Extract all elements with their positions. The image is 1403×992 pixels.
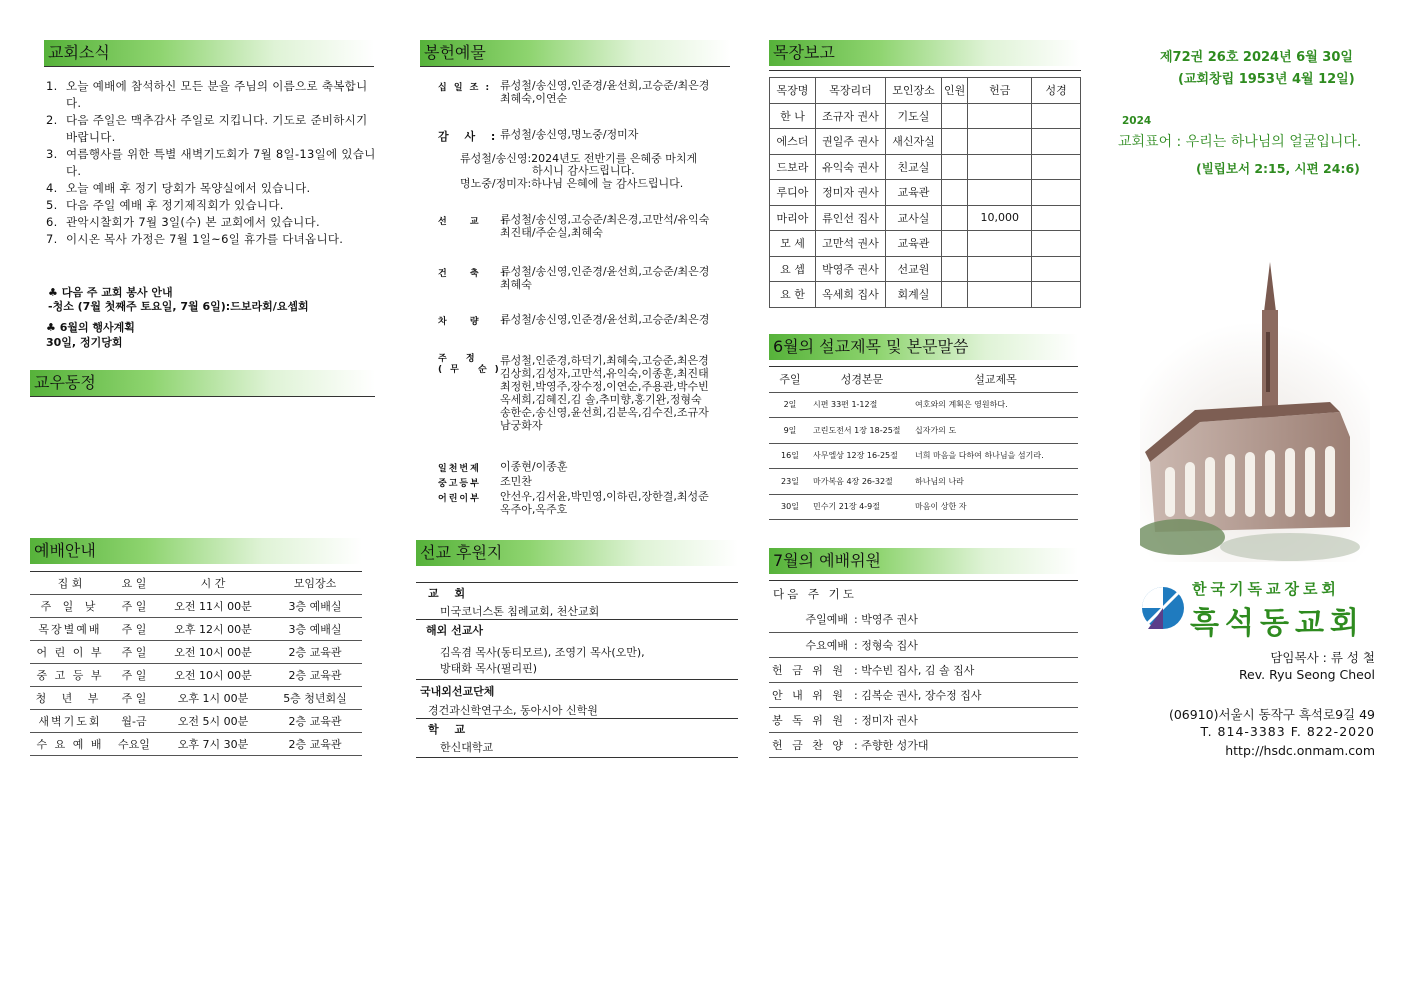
table-cell: 헌 금 위 원 xyxy=(769,657,851,682)
weekly-names xyxy=(500,354,709,432)
table-cell: 선교원 xyxy=(886,256,942,282)
table-cell xyxy=(942,205,968,231)
table-cell: : 박영주 권사 xyxy=(851,607,1078,632)
school-name: 한신대학교 xyxy=(440,741,494,754)
mission-support-header xyxy=(416,540,738,566)
july-header xyxy=(769,548,1078,574)
table-row xyxy=(30,618,362,641)
tower-window xyxy=(1266,332,1270,392)
table-cell: 23일 xyxy=(769,469,811,495)
youth-names: 조민찬 xyxy=(500,475,532,488)
notice-list xyxy=(46,78,376,248)
building-line: 최혜숙 xyxy=(500,278,532,291)
table-cell: 오전 10시 00분 xyxy=(158,664,268,687)
event-plan-title: ♣ 6월의 행사계획 xyxy=(46,321,135,334)
weekly-label-line: 주 정 xyxy=(438,354,483,364)
table-cell: 오전 5시 00분 xyxy=(158,710,268,733)
motto-reference: (빌립보서 2:15, 시편 24:6) xyxy=(1196,161,1360,176)
orgs-label: 국내외선교단체 xyxy=(420,685,495,698)
table-cell: : 주향한 성가대 xyxy=(851,732,1078,757)
divider xyxy=(769,580,1078,581)
table-cell: 청 년 부 xyxy=(30,687,110,710)
table-cell: 오후 12시 00분 xyxy=(158,618,268,641)
pastoral-col-header: 인원 xyxy=(942,78,968,104)
table-cell: 루디아 xyxy=(770,180,816,206)
divider xyxy=(416,679,738,680)
table-cell: 주 일 xyxy=(110,641,158,664)
table-cell xyxy=(968,154,1032,180)
pastoral-header-row xyxy=(770,78,1081,104)
founded-date: (교회창립 1953년 4월 12일) xyxy=(1178,72,1355,87)
event-plan xyxy=(46,320,135,350)
notice-number: 1. xyxy=(46,79,58,93)
worship-col-header: 요 일 xyxy=(110,572,158,595)
table-row xyxy=(769,418,1078,444)
table-cell xyxy=(942,154,968,180)
table-cell xyxy=(968,129,1032,155)
church-website[interactable]: http://hsdc.onmam.com xyxy=(1225,743,1375,758)
table-cell: 친교실 xyxy=(886,154,942,180)
service-guide xyxy=(48,286,309,314)
mission-names xyxy=(500,213,709,239)
church-building-illustration xyxy=(1140,262,1370,562)
table-cell: 에스더 xyxy=(770,129,816,155)
table-cell: 주 일 xyxy=(110,595,158,618)
table-row xyxy=(770,205,1081,231)
table-cell: 옥세희 집사 xyxy=(816,282,886,308)
pastoral-col-header: 헌금 xyxy=(968,78,1032,104)
weekly-line: 남궁화자 xyxy=(500,419,543,432)
table-cell xyxy=(1032,205,1081,231)
table-cell: 2층 교육관 xyxy=(268,710,362,733)
table-cell: 오후 1시 00분 xyxy=(158,687,268,710)
school-label: 학 교 xyxy=(428,723,472,736)
table-cell: 주 일 xyxy=(110,618,158,641)
orgs-list: 경건과신학연구소, 동아시아 신학원 xyxy=(428,704,598,717)
table-row xyxy=(770,129,1081,155)
pastor-english: Rev. Ryu Seong Cheol xyxy=(1238,667,1375,682)
table-row xyxy=(770,231,1081,257)
table-cell xyxy=(968,256,1032,282)
table-row xyxy=(770,154,1081,180)
table-cell: 수 요 예 배 xyxy=(30,733,110,756)
table-cell: 박영주 권사 xyxy=(816,256,886,282)
table-row xyxy=(30,687,362,710)
thanks-label: 감 사 : xyxy=(438,130,502,143)
table-cell: 시편 33편 1-12절 xyxy=(811,392,913,418)
table-cell: 2층 교육관 xyxy=(268,733,362,756)
pastoral-col-header: 성경 xyxy=(1032,78,1081,104)
table-cell xyxy=(942,256,968,282)
table-cell xyxy=(1032,231,1081,257)
table-cell: 10,000 xyxy=(968,205,1032,231)
table-cell xyxy=(968,282,1032,308)
notice-text: 이시온 목사 가정은 7월 1일~6일 휴가를 다녀옵니다. xyxy=(66,232,344,246)
sermons-table xyxy=(769,366,1078,520)
church-address: (06910)서울시 동작구 흑석로9길 49 xyxy=(1168,707,1375,722)
children-line: 안선우,김서윤,박민영,이하린,장한결,최성준 xyxy=(500,490,709,503)
table-cell: 중 고 등 부 xyxy=(30,664,110,687)
notice-item xyxy=(46,197,376,214)
table-cell: 마가복음 4장 26-32절 xyxy=(811,469,913,495)
table-cell: 주 일 xyxy=(110,687,158,710)
notice-item xyxy=(46,180,376,197)
table-cell: 2일 xyxy=(769,392,811,418)
thanks-line: 하시니 감사드립니다. xyxy=(532,164,635,177)
table-cell: 2층 교육관 xyxy=(268,664,362,687)
church-phone: T. 814-3383 F. 822-2020 xyxy=(1200,724,1375,739)
table-row xyxy=(769,682,1078,707)
overseas-list xyxy=(440,645,645,677)
weekly-line: 최정헌,박영주,장수정,이연순,주용관,박수빈 xyxy=(500,380,709,393)
pastoral-table xyxy=(769,77,1081,308)
table-cell: 요 한 xyxy=(770,282,816,308)
table-cell: 수요예배 xyxy=(769,632,851,657)
weekly-line: 김상희,김성자,고만석,유익숙,이종훈,최진태 xyxy=(500,367,709,380)
spire-top xyxy=(1264,262,1276,312)
sermons-header xyxy=(769,334,1078,360)
car-label: 차 량 : xyxy=(438,317,516,327)
firstborn-label: 일천번제 xyxy=(438,464,481,474)
table-cell: 월-금 xyxy=(110,710,158,733)
divider xyxy=(769,70,1081,71)
notice-number: 2. xyxy=(46,113,58,127)
table-cell: 어 린 이 부 xyxy=(30,641,110,664)
table-row xyxy=(30,733,362,756)
children-names xyxy=(500,490,709,516)
table-cell: 주 일 낮 xyxy=(30,595,110,618)
table-cell: 2층 교육관 xyxy=(268,641,362,664)
table-cell: 30일 xyxy=(769,494,811,520)
overseas-line: 김옥겸 목사(동티모르), 조영기 목사(오만), xyxy=(440,646,645,659)
children-label: 어린이부 xyxy=(438,494,481,504)
pastoral-col-header: 모인장소 xyxy=(886,78,942,104)
table-cell xyxy=(1032,154,1081,180)
pastoral-col-header: 목장명 xyxy=(770,78,816,104)
table-row xyxy=(30,710,362,733)
table-cell: 헌 금 찬 양 xyxy=(769,732,851,757)
table-cell: 고만석 권사 xyxy=(816,231,886,257)
divider xyxy=(416,757,738,758)
divider xyxy=(420,66,730,67)
table-cell: 회계실 xyxy=(886,282,942,308)
table-cell: 오전 11시 00분 xyxy=(158,595,268,618)
sermons-title: 6월의 설교제목 및 본문말씀 xyxy=(773,337,969,356)
thanks-line: 류성철/송신영:2024년도 전반기를 은혜중 마치게 xyxy=(460,152,698,165)
table-row xyxy=(769,632,1078,657)
overseas-line: 방태화 목사(필리핀) xyxy=(440,662,538,675)
table-row xyxy=(769,607,1078,632)
table-cell: 십자가의 도 xyxy=(913,418,1078,444)
divider xyxy=(44,66,374,67)
notice-text: 오늘 예배에 참석하신 모든 분을 주님의 이름으로 축복합니다. xyxy=(66,79,368,110)
sermons-col-header: 성경본문 xyxy=(811,367,913,393)
event-plan-text: 30일, 정기당회 xyxy=(46,336,123,349)
firstborn-names: 이종현/이종훈 xyxy=(500,460,568,473)
notice-number: 4. xyxy=(46,181,58,195)
pastoral-header xyxy=(769,40,1081,66)
sermons-col-header: 주일 xyxy=(769,367,811,393)
notice-text: 다음 주일 예배 후 정기제직회가 있습니다. xyxy=(66,198,284,212)
notice-text: 여름행사를 위한 특별 새벽기도회가 7월 8일-13일에 있습니다. xyxy=(66,147,376,178)
table-row xyxy=(30,641,362,664)
table-cell: 봉 독 위 원 xyxy=(769,707,851,732)
table-cell xyxy=(1032,180,1081,206)
weekly-line: 송한순,송신영,윤선희,김분옥,김수진,조규자 xyxy=(500,406,709,419)
table-cell: 교육관 xyxy=(886,231,942,257)
july-title: 7월의 예배위원 xyxy=(773,551,882,570)
churches-list: 미국코너스톤 침례교회, 천산교회 xyxy=(440,605,600,618)
notice-item xyxy=(46,214,376,231)
table-row xyxy=(770,282,1081,308)
table-cell xyxy=(968,180,1032,206)
church-logo-icon xyxy=(1140,585,1186,631)
divider xyxy=(30,396,375,397)
tithe-names xyxy=(500,79,709,105)
notice-item xyxy=(46,112,376,146)
table-cell: : 정형숙 집사 xyxy=(851,632,1078,657)
table-cell: 수요일 xyxy=(110,733,158,756)
building-label: 건 축 : xyxy=(438,269,516,279)
table-row xyxy=(769,494,1078,520)
pastor-korean: 담임목사 : 류 성 철 xyxy=(1270,650,1375,665)
offerings-header xyxy=(420,40,730,66)
table-cell xyxy=(1032,129,1081,155)
table-cell: 주일예배 xyxy=(769,607,851,632)
motto-year: 2024 xyxy=(1122,115,1152,127)
table-row xyxy=(770,256,1081,282)
table-cell xyxy=(1032,103,1081,129)
notice-text: 다음 주일은 맥추감사 주일로 지킵니다. 기도로 준비하시기 바랍니다. xyxy=(66,113,368,144)
table-row xyxy=(770,103,1081,129)
table-cell: 16일 xyxy=(769,443,811,469)
service-guide-title: ♣ 다음 주 교회 봉사 안내 xyxy=(48,286,173,299)
table-cell xyxy=(942,180,968,206)
ground xyxy=(1220,533,1360,561)
mission-line: 류성철/송신영,고승준/최은경,고만석/유익숙 xyxy=(500,213,710,226)
table-cell xyxy=(942,231,968,257)
table-row xyxy=(769,732,1078,757)
table-cell xyxy=(942,103,968,129)
members-news-header xyxy=(30,370,375,396)
youth-label: 중고등부 xyxy=(438,479,481,489)
table-cell: 새신자실 xyxy=(886,129,942,155)
table-cell: 한 나 xyxy=(770,103,816,129)
table-cell xyxy=(1032,256,1081,282)
table-cell: 주 일 xyxy=(110,664,158,687)
table-cell: 정미자 권사 xyxy=(816,180,886,206)
table-cell: : 김복순 권사, 장수정 집사 xyxy=(851,682,1078,707)
notice-text: 오늘 예배 후 정기 당회가 목양실에서 있습니다. xyxy=(66,181,311,195)
weekly-line: 옥세희,김혜진,김 솔,추미향,홍기완,정형숙 xyxy=(500,393,702,406)
divider xyxy=(416,718,738,719)
table-row xyxy=(769,657,1078,682)
table-cell: 모 세 xyxy=(770,231,816,257)
table-cell: 권일주 권사 xyxy=(816,129,886,155)
notice-number: 7. xyxy=(46,232,58,246)
church-name: 흑석동교회 xyxy=(1190,606,1365,641)
table-row xyxy=(769,707,1078,732)
table-row xyxy=(769,392,1078,418)
sermons-col-header: 설교제목 xyxy=(913,367,1078,393)
worship-header-row xyxy=(30,572,362,595)
table-cell: 요 셉 xyxy=(770,256,816,282)
table-cell: 조규자 권사 xyxy=(816,103,886,129)
children-line: 옥주아,옥주호 xyxy=(500,503,568,516)
table-cell xyxy=(942,282,968,308)
table-cell: : 정미자 권사 xyxy=(851,707,1078,732)
notice-text: 관악시찰회가 7월 3일(수) 본 교회에서 있습니다. xyxy=(66,215,320,229)
mission-support-title: 선교 후원지 xyxy=(420,543,503,562)
pastoral-col-header: 목장리더 xyxy=(816,78,886,104)
table-cell: 유익숙 권사 xyxy=(816,154,886,180)
table-cell: 오후 7시 30분 xyxy=(158,733,268,756)
table-row xyxy=(769,469,1078,495)
table-cell xyxy=(1032,282,1081,308)
divider xyxy=(416,582,738,583)
notice-number: 3. xyxy=(46,147,58,161)
table-cell: 사무엘상 12장 16-25절 xyxy=(811,443,913,469)
table-cell: 교육관 xyxy=(886,180,942,206)
table-cell: 마음이 상한 자 xyxy=(913,494,1078,520)
table-cell: 새벽기도회 xyxy=(30,710,110,733)
table-cell: 9일 xyxy=(769,418,811,444)
weekly-label-line: (무 순) xyxy=(438,365,507,375)
table-row xyxy=(770,180,1081,206)
pastoral-title: 목장보고 xyxy=(773,43,835,62)
table-cell: 안 내 위 원 xyxy=(769,682,851,707)
tithe-label: 십 일 조 : xyxy=(438,83,492,93)
divider xyxy=(416,619,738,620)
worship-col-header: 집 회 xyxy=(30,572,110,595)
sermons-header-row xyxy=(769,367,1078,393)
notice-item xyxy=(46,146,376,180)
table-cell: 여호와의 계획은 영원하다. xyxy=(913,392,1078,418)
table-cell: 너희 마음을 다하여 하나님을 섬기라. xyxy=(913,443,1078,469)
church-motto: 교회표어 : 우리는 하나님의 얼굴입니다. xyxy=(1118,134,1362,150)
next-prayer-label: 다음 주 기도 xyxy=(773,587,857,601)
mission-line: 최진태/주순실,최혜숙 xyxy=(500,226,603,239)
table-cell: 고린도전서 1장 18-25절 xyxy=(811,418,913,444)
july-committee-table xyxy=(769,607,1078,758)
table-cell: 하나님의 나라 xyxy=(913,469,1078,495)
weekly-label xyxy=(438,354,507,376)
table-row xyxy=(769,443,1078,469)
church-news-header xyxy=(44,40,374,66)
weekly-line: 류성철,인준경,하덕기,최혜숙,고승준,최은경 xyxy=(500,354,709,367)
table-cell: 류인선 집사 xyxy=(816,205,886,231)
table-cell: : 박수빈 집사, 김 솔 집사 xyxy=(851,657,1078,682)
worship-title: 예배안내 xyxy=(34,541,96,560)
thanks-line: 류성철/송신영,명노중/정미자 xyxy=(500,128,639,141)
service-guide-text: -청소 (7월 첫째주 토요일, 7월 6일):드보라회/요셉회 xyxy=(48,300,309,313)
offerings-title: 봉헌예물 xyxy=(424,43,486,62)
members-news-title: 교우동정 xyxy=(34,373,96,392)
worship-col-header: 모임장소 xyxy=(268,572,362,595)
table-cell: 3층 예배실 xyxy=(268,618,362,641)
table-cell: 5층 청년회실 xyxy=(268,687,362,710)
tithe-line: 류성철/송신영,인준경/윤선희,고승준/최은경 xyxy=(500,79,710,92)
table-row xyxy=(30,595,362,618)
worship-table xyxy=(30,571,362,756)
table-cell: 기도실 xyxy=(886,103,942,129)
church-news-title: 교회소식 xyxy=(48,43,110,62)
worship-header xyxy=(30,538,362,564)
table-cell: 목장별예배 xyxy=(30,618,110,641)
thanks-line: 명노중/정미자:하나님 은혜에 늘 감사드립니다. xyxy=(460,177,684,190)
building-names xyxy=(500,265,709,291)
table-cell: 교사실 xyxy=(886,205,942,231)
car-line: 류성철/송신영,인준경/윤선희,고승준/최은경 xyxy=(500,313,710,326)
notice-item xyxy=(46,78,376,112)
table-cell xyxy=(968,231,1032,257)
building-line: 류성철/송신영,인준경/윤선희,고승준/최은경 xyxy=(500,265,710,278)
overseas-label: 해외 선교사 xyxy=(426,624,483,637)
table-cell: 3층 예배실 xyxy=(268,595,362,618)
table-cell: 드보라 xyxy=(770,154,816,180)
notice-number: 5. xyxy=(46,198,58,212)
table-cell xyxy=(968,103,1032,129)
table-cell: 오전 10시 00분 xyxy=(158,641,268,664)
worship-col-header: 시 간 xyxy=(158,572,268,595)
issue-info: 제72권 26호 2024년 6월 30일 xyxy=(1160,50,1353,65)
tithe-line: 최혜숙,이연순 xyxy=(500,92,568,105)
denomination-name: 한국기독교장로회 xyxy=(1192,580,1340,598)
notice-number: 6. xyxy=(46,215,58,229)
table-cell xyxy=(942,129,968,155)
table-cell: 민수기 21장 4-9절 xyxy=(811,494,913,520)
notice-item xyxy=(46,231,376,248)
table-row xyxy=(30,664,362,687)
mission-label: 선 교 : xyxy=(438,217,516,227)
table-cell: 마리아 xyxy=(770,205,816,231)
churches-label: 교 회 xyxy=(428,587,472,600)
